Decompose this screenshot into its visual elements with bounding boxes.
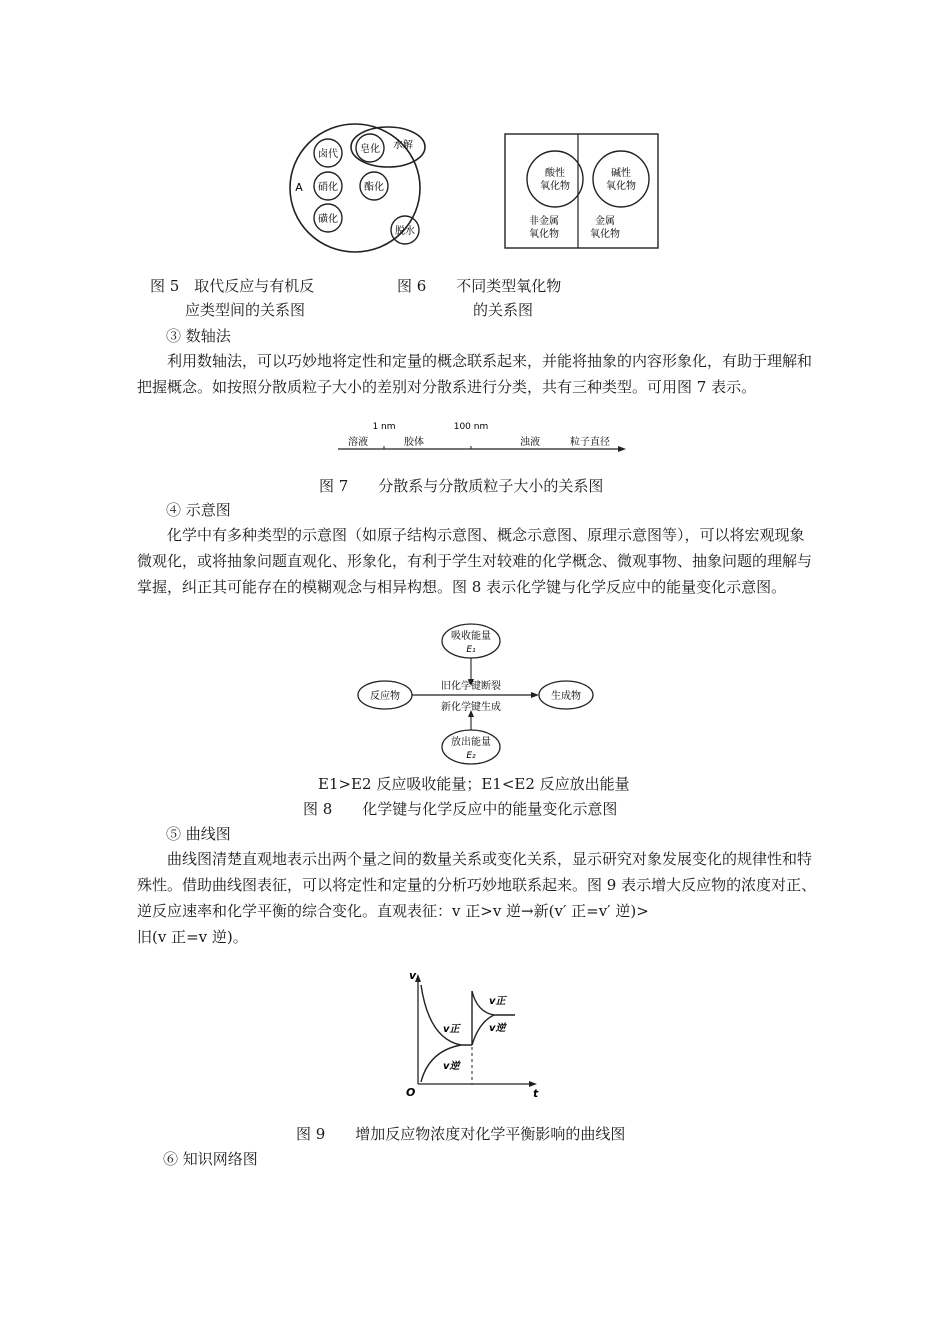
fig6-metal-line2: 氧化物 [590, 229, 620, 240]
fig8-e1-label: E₁ [466, 645, 476, 655]
fig7-axis-arrow [618, 446, 626, 452]
fig9-label-vforward-new: v正 [489, 996, 506, 1007]
fig7-label-suspension: 浊液 [520, 437, 540, 448]
fig9-chart [395, 965, 545, 1097]
fig7-label-particle-size: 粒子直径 [570, 437, 610, 448]
section3-body [137, 348, 817, 400]
fig8-release-label: 放出能量 [451, 737, 491, 748]
fig8-bond-form-label: 新化学键生成 [441, 702, 501, 713]
fig9-label-vreverse: v逆 [443, 1061, 460, 1072]
fig9-label-vreverse-new: v逆 [489, 1023, 506, 1034]
fig6-basic-line1: 碱性 [611, 168, 631, 179]
fig5-label-sulfonation: 磺化 [318, 214, 338, 225]
fig6-diagram [504, 133, 660, 250]
fig8-absorb-label: 吸收能量 [451, 631, 491, 642]
fig6-acidic-circle [527, 151, 583, 207]
fig7-diagram [334, 418, 630, 460]
fig7-label-solution: 溶液 [348, 437, 368, 448]
fig5-label-saponification: 皂化 [360, 144, 380, 155]
section5-heading: ⑤ 曲线图 [166, 825, 231, 843]
fig8-caption: 图 8 化学键与化学反应中的能量变化示意图 [303, 800, 618, 818]
fig9-label-vforward: v正 [443, 1024, 460, 1035]
fig9-forward-curve [421, 985, 472, 1045]
section3-paragraph: 利用数轴法，可以巧妙地将定性和定量的概念联系起来，并能将抽象的内容形象化，有助于理解和把握概念。如按照分散质粒子大小的差别对分散系进行分类，共有三种类型。可用图 7 表示。 [137, 352, 813, 396]
section6-heading: ⑥ 知识网络图 [163, 1150, 258, 1168]
fig5-diagram [285, 118, 435, 258]
fig9-y-label: v [409, 969, 417, 982]
fig8-bond-break-label: 旧化学键断裂 [441, 681, 501, 692]
fig5-label-dehydration: 脱水 [395, 226, 415, 237]
fig5-label-halogenation: 卤代 [318, 149, 338, 160]
fig5-label-outer: A [295, 181, 303, 194]
fig6-nonmetal-line2: 氧化物 [529, 229, 559, 240]
section5-body [137, 846, 817, 950]
fig5-caption-line1: 图 5 取代反应与有机反 [150, 277, 315, 295]
fig8-e2-label: E₂ [466, 751, 476, 761]
fig7-caption: 图 7 分散系与分散质粒子大小的关系图 [319, 477, 604, 495]
fig8-product-label: 生成物 [551, 691, 581, 702]
fig6-caption-line2: 的关系图 [473, 301, 534, 319]
fig6-metal-line1: 金属 [595, 216, 615, 227]
fig5-label-esterification: 酯化 [364, 182, 384, 193]
section5-line2: 旧(v 正=v 逆)。 [137, 928, 248, 946]
fig7-tick-1nm: 1 nm [372, 422, 396, 432]
fig7-label-colloid: 胶体 [404, 437, 424, 448]
fig6-basic-circle [593, 151, 649, 207]
fig6-caption-line1: 图 6 不同类型氧化物 [397, 277, 562, 295]
fig9-caption: 图 9 增加反应物浓度对化学平衡影响的曲线图 [296, 1125, 626, 1143]
section3-heading: ③ 数轴法 [166, 327, 231, 345]
section4-body [137, 522, 817, 600]
fig8-reactant-label: 反应物 [370, 691, 400, 702]
fig5-label-nitration: 硝化 [318, 182, 338, 193]
fig8-diagram [354, 622, 604, 768]
fig6-basic-line2: 氧化物 [606, 181, 636, 192]
section5-paragraph: 曲线图清楚直观地表示出两个量之间的数量关系或变化关系，显示研究对象发展变化的规律性和特殊性。借助曲线图表征，可以将定性和定量的分析巧妙地联系起来。图 9 表示增大反应物的浓度对正、逆反应速率和化学平衡的综合变化。直观表征：v 正>v 逆→新(v′ 正=v′ 逆)> [137, 850, 817, 920]
fig5-label-hydrolysis: 水解 [393, 140, 413, 151]
section4-heading: ④ 示意图 [166, 501, 231, 519]
fig9-x-label: t [533, 1087, 539, 1097]
fig9-origin-label: O [406, 1086, 416, 1097]
fig6-nonmetal-line1: 非金属 [529, 216, 559, 227]
section4-paragraph: 化学中有多种类型的示意图（如原子结构示意图、概念示意图、原理示意图等），可以将宏观现象微观化，或将抽象问题直观化、形象化，有利于学生对较难的化学概念、微观事物、抽象问题的理解与掌握，纠正其可能存在的模糊观念与相异构想。图 8 表示化学键与化学反应中的能量变化示意图。 [137, 526, 813, 596]
fig6-acidic-line1: 酸性 [545, 168, 565, 179]
fig7-tick-100nm: 100 nm [453, 422, 489, 432]
fig8-note: E1>E2 反应吸收能量；E1<E2 反应放出能量 [318, 775, 630, 793]
fig6-acidic-line2: 氧化物 [540, 181, 570, 192]
fig5-caption-line2: 应类型间的关系图 [185, 301, 306, 319]
